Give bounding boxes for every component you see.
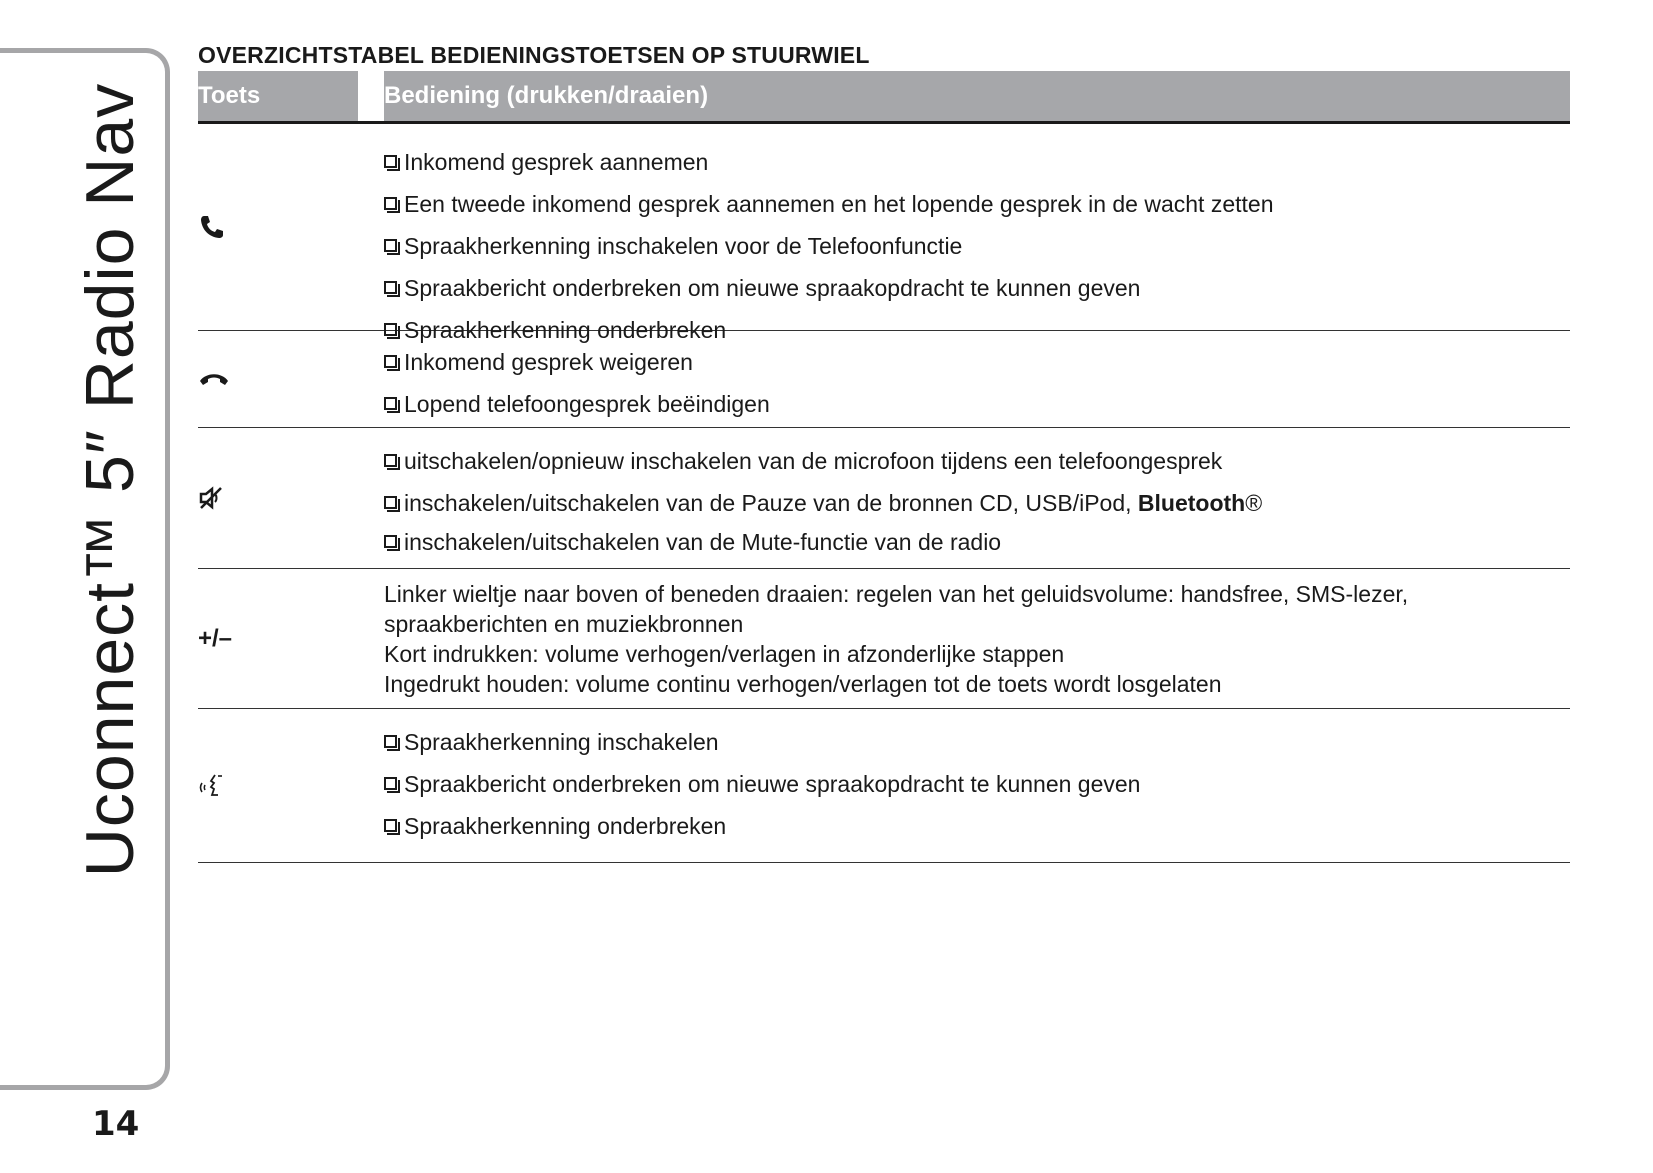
mute-icon — [198, 485, 224, 511]
registered-mark: ® — [1245, 490, 1263, 516]
phone-hangup-icon — [198, 370, 230, 388]
list-item — [384, 341, 1570, 383]
text-line: Linker wieltje naar boven of beneden draaien: regelen van het geluidsvolume: handsfree, SMS-lezer, — [384, 581, 1409, 607]
table-row — [198, 124, 1570, 343]
bluetooth-brand: Bluetooth — [1137, 490, 1246, 516]
table-row — [198, 709, 1570, 863]
controls-table — [198, 71, 1570, 863]
list-item — [384, 440, 1570, 482]
text-line: Kort indrukken: volume verhogen/verlagen in afzonderlijke stappen — [384, 641, 1065, 667]
list-item — [384, 225, 1570, 267]
key-cell — [198, 569, 384, 708]
checkbox-bullet-icon — [384, 155, 397, 168]
table-heading: OVERZICHTSTABEL BEDIENINGSTOETSEN OP STUURWIEL — [198, 42, 870, 68]
checkbox-bullet-icon — [384, 777, 397, 790]
checkbox-bullet-icon — [384, 397, 397, 410]
voice-command-icon — [198, 771, 228, 801]
action-cell — [384, 709, 1570, 862]
list-item — [384, 482, 1570, 524]
checkbox-bullet-icon — [384, 239, 397, 252]
volume-key-label: +/– — [198, 624, 233, 652]
list-item-text: Inkomend gesprek weigeren — [404, 349, 693, 375]
list-item-text: Spraakherkenning inschakelen voor de Telefoonfunctie — [404, 233, 963, 259]
action-cell — [384, 124, 1570, 343]
list-item-text: Spraakherkenning onderbreken — [404, 813, 727, 839]
list-item — [384, 763, 1570, 805]
table-header — [198, 71, 1570, 124]
header-key: Toets — [198, 82, 261, 109]
list-item-text: Lopend telefoongesprek beëindigen — [404, 391, 770, 417]
header-separator — [358, 71, 384, 121]
table-row — [198, 428, 1570, 569]
checkbox-bullet-icon — [384, 281, 397, 294]
key-cell — [198, 124, 384, 330]
table-row — [198, 569, 1570, 709]
key-cell — [198, 331, 384, 427]
list-item-text: Spraakbericht onderbreken om nieuwe spraakopdracht te kunnen geven — [404, 275, 1141, 301]
list-item — [384, 524, 1570, 560]
key-cell — [198, 709, 384, 862]
list-item-text: inschakelen/uitschakelen van de Pauze van de bronnen CD, USB/iPod, — [404, 490, 1138, 516]
checkbox-bullet-icon — [384, 535, 397, 548]
section-title-text: Uconnect™ 5″ Radio Nav — [72, 82, 148, 878]
key-cell — [198, 428, 384, 568]
checkbox-bullet-icon — [384, 355, 397, 368]
list-item — [384, 141, 1570, 183]
action-cell — [384, 428, 1570, 568]
list-item-text: Spraakherkenning inschakelen — [404, 729, 719, 755]
list-item-text: inschakelen/uitschakelen van de Mute-functie van de radio — [404, 529, 1002, 555]
list-item-text: Spraakbericht onderbreken om nieuwe spraakopdracht te kunnen geven — [404, 771, 1141, 797]
header-action: Bediening (drukken/draaien) — [384, 82, 709, 109]
text-line: spraakberichten en muziekbronnen — [384, 611, 744, 637]
list-item — [384, 383, 1570, 425]
list-item — [384, 267, 1570, 309]
page-number: 14 — [92, 1104, 140, 1144]
action-cell — [384, 331, 1570, 427]
list-item-text: Een tweede inkomend gesprek aannemen en het lopende gesprek in de wacht zetten — [404, 191, 1274, 217]
checkbox-bullet-icon — [384, 496, 397, 509]
checkbox-bullet-icon — [384, 197, 397, 210]
section-title — [20, 40, 200, 920]
checkbox-bullet-icon — [384, 454, 397, 467]
text-line: Ingedrukt houden: volume continu verhogen/verlagen tot de toets wordt losgelaten — [384, 671, 1222, 697]
list-item — [384, 721, 1570, 763]
table-row — [198, 331, 1570, 428]
list-item-text: uitschakelen/opnieuw inschakelen van de microfoon tijdens een telefoongesprek — [404, 448, 1223, 474]
list-item — [384, 805, 1570, 847]
checkbox-bullet-icon — [384, 735, 397, 748]
phone-answer-icon — [198, 213, 226, 241]
list-item — [384, 183, 1570, 225]
list-item-text: Inkomend gesprek aannemen — [404, 149, 709, 175]
checkbox-bullet-icon — [384, 819, 397, 832]
list-item-text: Spraakherkenning onderbreken — [404, 317, 727, 343]
action-cell — [384, 569, 1570, 708]
